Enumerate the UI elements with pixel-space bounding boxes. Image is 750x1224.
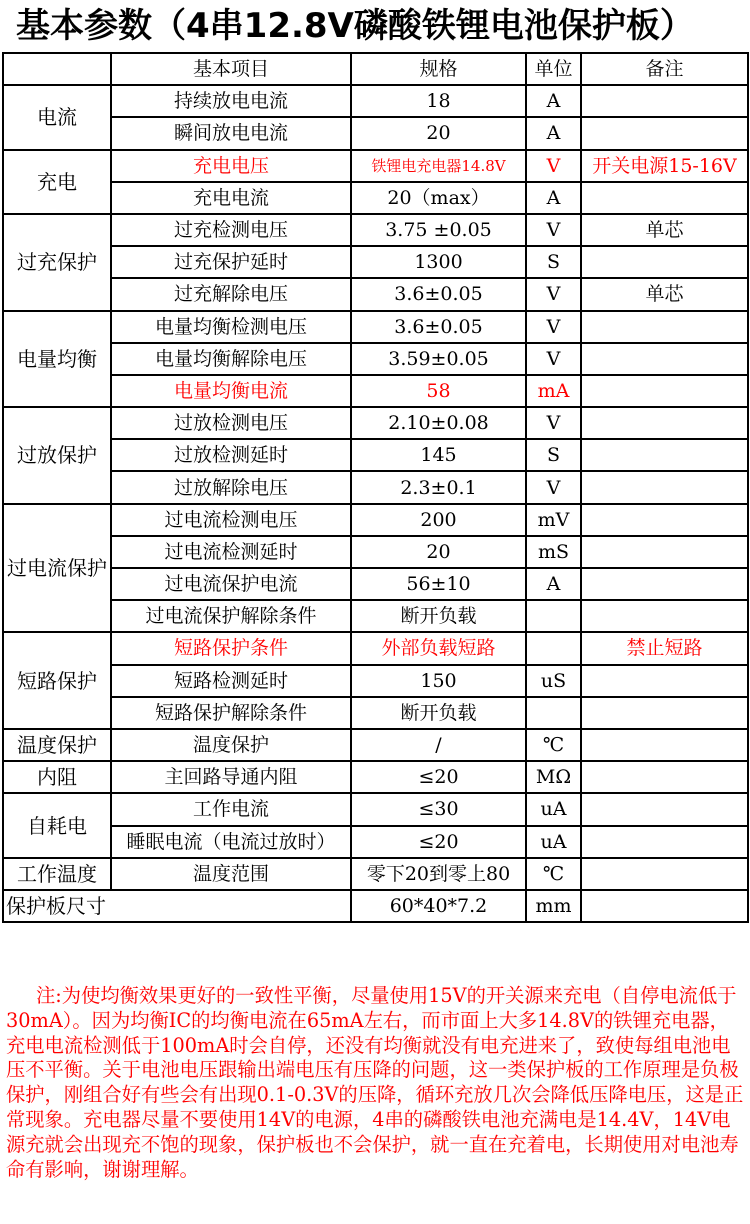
table-row: [3, 632, 748, 664]
table-row: [3, 568, 748, 600]
spec-cell: 3.6±0.05: [351, 311, 526, 343]
remark-cell: [581, 858, 748, 890]
unit-cell: ℃: [526, 729, 581, 761]
spec-cell: ≤20: [351, 826, 526, 858]
table-row: [3, 471, 748, 503]
spec-cell: ≤30: [351, 793, 526, 825]
unit-cell: uA: [526, 793, 581, 825]
footnote-text: 注:为使均衡效果更好的一致性平衡，尽量使用15V的开关源来充电（自停电流低于30mA）。因为均衡IC的均衡电流在65mA左右，而市面上大多14.8V的铁锂充电器，充电电流检测低于100mA时会自停，还没有均衡就没有电充进来了，致使每组电池电压不平衡。关于电池电压跟输出端电压有压降的问题，这一类保护板的工作原理是负极保护，刚组合好有些会有出现0.1-0.3V的压降，循环充放几次会降低压降电压，这是正常现象。充电器尽量不要使用14V的电源，4串的磷酸铁电池充满电是14.4V，14V电源充就会出现充不饱的现象，保护板也不会保护，就一直在充着电，长期使用对电池寿命有影响，谢谢理解。: [6, 984, 744, 1181]
item-cell: 充电电流: [111, 182, 351, 214]
table-row: [3, 826, 748, 858]
remark-cell: [581, 568, 748, 600]
group-cell-charge: 充电: [3, 150, 111, 214]
spec-cell: 3.6±0.05: [351, 278, 526, 310]
spec-cell: 2.3±0.1: [351, 471, 526, 503]
table-row: [3, 278, 748, 310]
remark-cell: [581, 311, 748, 343]
table-row: [3, 536, 748, 568]
spec-cell: 58: [351, 375, 526, 407]
unit-cell: V: [526, 278, 581, 310]
group-cell-worktemp: 工作温度: [3, 858, 111, 890]
table-row: [3, 600, 748, 632]
unit-cell: V: [526, 311, 581, 343]
item-cell: 瞬间放电电流: [111, 117, 351, 149]
remark-cell: 单芯: [581, 214, 748, 246]
item-cell: 短路保护条件: [111, 632, 351, 664]
item-cell: 工作电流: [111, 793, 351, 825]
item-cell: 过电流保护电流: [111, 568, 351, 600]
item-cell: 过放解除电压: [111, 471, 351, 503]
item-cell: 过充检测电压: [111, 214, 351, 246]
spec-cell: 外部负载短路: [351, 632, 526, 664]
spec-cell: 断开负载: [351, 600, 526, 632]
group-cell-temp: 温度保护: [3, 729, 111, 761]
spec-cell: ≤20: [351, 761, 526, 793]
spec-cell: 3.59±0.05: [351, 343, 526, 375]
unit-cell: A: [526, 568, 581, 600]
remark-cell: 单芯: [581, 278, 748, 310]
unit-cell: [526, 632, 581, 664]
spec-cell: 20（max）: [351, 182, 526, 214]
header-group: [3, 53, 111, 85]
remark-cell: [581, 375, 748, 407]
table-row: [3, 439, 748, 471]
spec-cell: 1300: [351, 246, 526, 278]
item-cell: 充电电压: [111, 150, 351, 182]
header-unit: 单位: [526, 53, 581, 85]
remark-cell: [581, 182, 748, 214]
item-cell: 主回路导通内阻: [111, 761, 351, 793]
group-cell-resistance: 内阻: [3, 761, 111, 793]
remark-cell: [581, 793, 748, 825]
table-row: [3, 246, 748, 278]
table-row: [3, 85, 748, 117]
table-row: [3, 311, 748, 343]
item-cell: 过充解除电压: [111, 278, 351, 310]
unit-cell: S: [526, 246, 581, 278]
table-row: [3, 761, 748, 793]
remark-cell: [581, 665, 748, 697]
table-row: [3, 150, 748, 182]
footnote: [6, 984, 744, 1182]
remark-cell: [581, 729, 748, 761]
remark-cell: 开关电源15-16V: [581, 150, 748, 182]
table-row: [3, 697, 748, 729]
remark-cell: [581, 504, 748, 536]
table-row: [3, 214, 748, 246]
header-item: 基本项目: [111, 53, 351, 85]
spec-cell: 56±10: [351, 568, 526, 600]
remark-cell: [581, 890, 748, 922]
item-cell: 过电流保护解除条件: [111, 600, 351, 632]
item-cell: 电量均衡检测电压: [111, 311, 351, 343]
unit-cell: uA: [526, 826, 581, 858]
item-cell: 电量均衡电流: [111, 375, 351, 407]
spec-cell: 20: [351, 117, 526, 149]
spec-cell: 铁锂电充电器14.8V: [351, 150, 526, 182]
unit-cell: mm: [526, 890, 581, 922]
item-cell: 电量均衡解除电压: [111, 343, 351, 375]
table-row: [3, 504, 748, 536]
item-cell: 睡眠电流（电流过放时）: [111, 826, 351, 858]
unit-cell: mA: [526, 375, 581, 407]
remark-cell: [581, 407, 748, 439]
table-row: [3, 182, 748, 214]
unit-cell: V: [526, 471, 581, 503]
page-title: 基本参数（4串12.8V磷酸铁锂电池保护板）: [16, 6, 694, 46]
unit-cell: V: [526, 214, 581, 246]
spec-cell: 60*40*7.2: [351, 890, 526, 922]
table-row: [3, 858, 748, 890]
spec-table: [2, 52, 749, 923]
table-header-row: [3, 53, 748, 85]
spec-cell: 断开负载: [351, 697, 526, 729]
remark-cell: [581, 439, 748, 471]
unit-cell: V: [526, 343, 581, 375]
table-row: [3, 407, 748, 439]
table-row: [3, 890, 748, 922]
spec-cell: 145: [351, 439, 526, 471]
remark-cell: [581, 536, 748, 568]
unit-cell: [526, 697, 581, 729]
unit-cell: V: [526, 407, 581, 439]
table-row: [3, 343, 748, 375]
unit-cell: A: [526, 182, 581, 214]
table-row: [3, 793, 748, 825]
header-remark: 备注: [581, 53, 748, 85]
remark-cell: [581, 246, 748, 278]
item-cell: 短路检测延时: [111, 665, 351, 697]
item-cell: 过电流检测电压: [111, 504, 351, 536]
group-cell-overcharge: 过充保护: [3, 214, 111, 311]
remark-cell: [581, 85, 748, 117]
group-cell-overcurrent: 过电流保护: [3, 504, 111, 633]
spec-cell: /: [351, 729, 526, 761]
remark-cell: [581, 761, 748, 793]
item-cell: 过放检测电压: [111, 407, 351, 439]
item-cell: 过放检测延时: [111, 439, 351, 471]
unit-cell: [526, 600, 581, 632]
item-cell: 短路保护解除条件: [111, 697, 351, 729]
unit-cell: uS: [526, 665, 581, 697]
table-row: [3, 729, 748, 761]
item-cell: 过充保护延时: [111, 246, 351, 278]
unit-cell: MΩ: [526, 761, 581, 793]
group-cell-current: 电流: [3, 85, 111, 149]
item-cell: 温度范围: [111, 858, 351, 890]
unit-cell: mV: [526, 504, 581, 536]
header-spec: 规格: [351, 53, 526, 85]
spec-cell: 18: [351, 85, 526, 117]
remark-cell: [581, 600, 748, 632]
unit-cell: ℃: [526, 858, 581, 890]
unit-cell: mS: [526, 536, 581, 568]
remark-cell: [581, 697, 748, 729]
table-row: [3, 375, 748, 407]
table-row: [3, 117, 748, 149]
spec-cell: 3.75 ±0.05: [351, 214, 526, 246]
unit-cell: V: [526, 150, 581, 182]
remark-cell: [581, 117, 748, 149]
item-cell: 过电流检测延时: [111, 536, 351, 568]
table-row: [3, 665, 748, 697]
item-cell: 温度保护: [111, 729, 351, 761]
remark-cell: [581, 826, 748, 858]
group-cell-shortcircuit: 短路保护: [3, 632, 111, 729]
remark-cell: 禁止短路: [581, 632, 748, 664]
unit-cell: A: [526, 117, 581, 149]
spec-cell: 150: [351, 665, 526, 697]
unit-cell: S: [526, 439, 581, 471]
group-cell-overdischarge: 过放保护: [3, 407, 111, 504]
unit-cell: A: [526, 85, 581, 117]
remark-cell: [581, 471, 748, 503]
spec-cell: 200: [351, 504, 526, 536]
spec-cell: 零下20到零上80: [351, 858, 526, 890]
item-cell: 持续放电电流: [111, 85, 351, 117]
remark-cell: [581, 343, 748, 375]
spec-cell: 20: [351, 536, 526, 568]
group-cell-balance: 电量均衡: [3, 311, 111, 408]
spec-cell: 2.10±0.08: [351, 407, 526, 439]
group-cell-boardsize: 保护板尺寸: [3, 890, 351, 922]
group-cell-selfconsume: 自耗电: [3, 793, 111, 857]
